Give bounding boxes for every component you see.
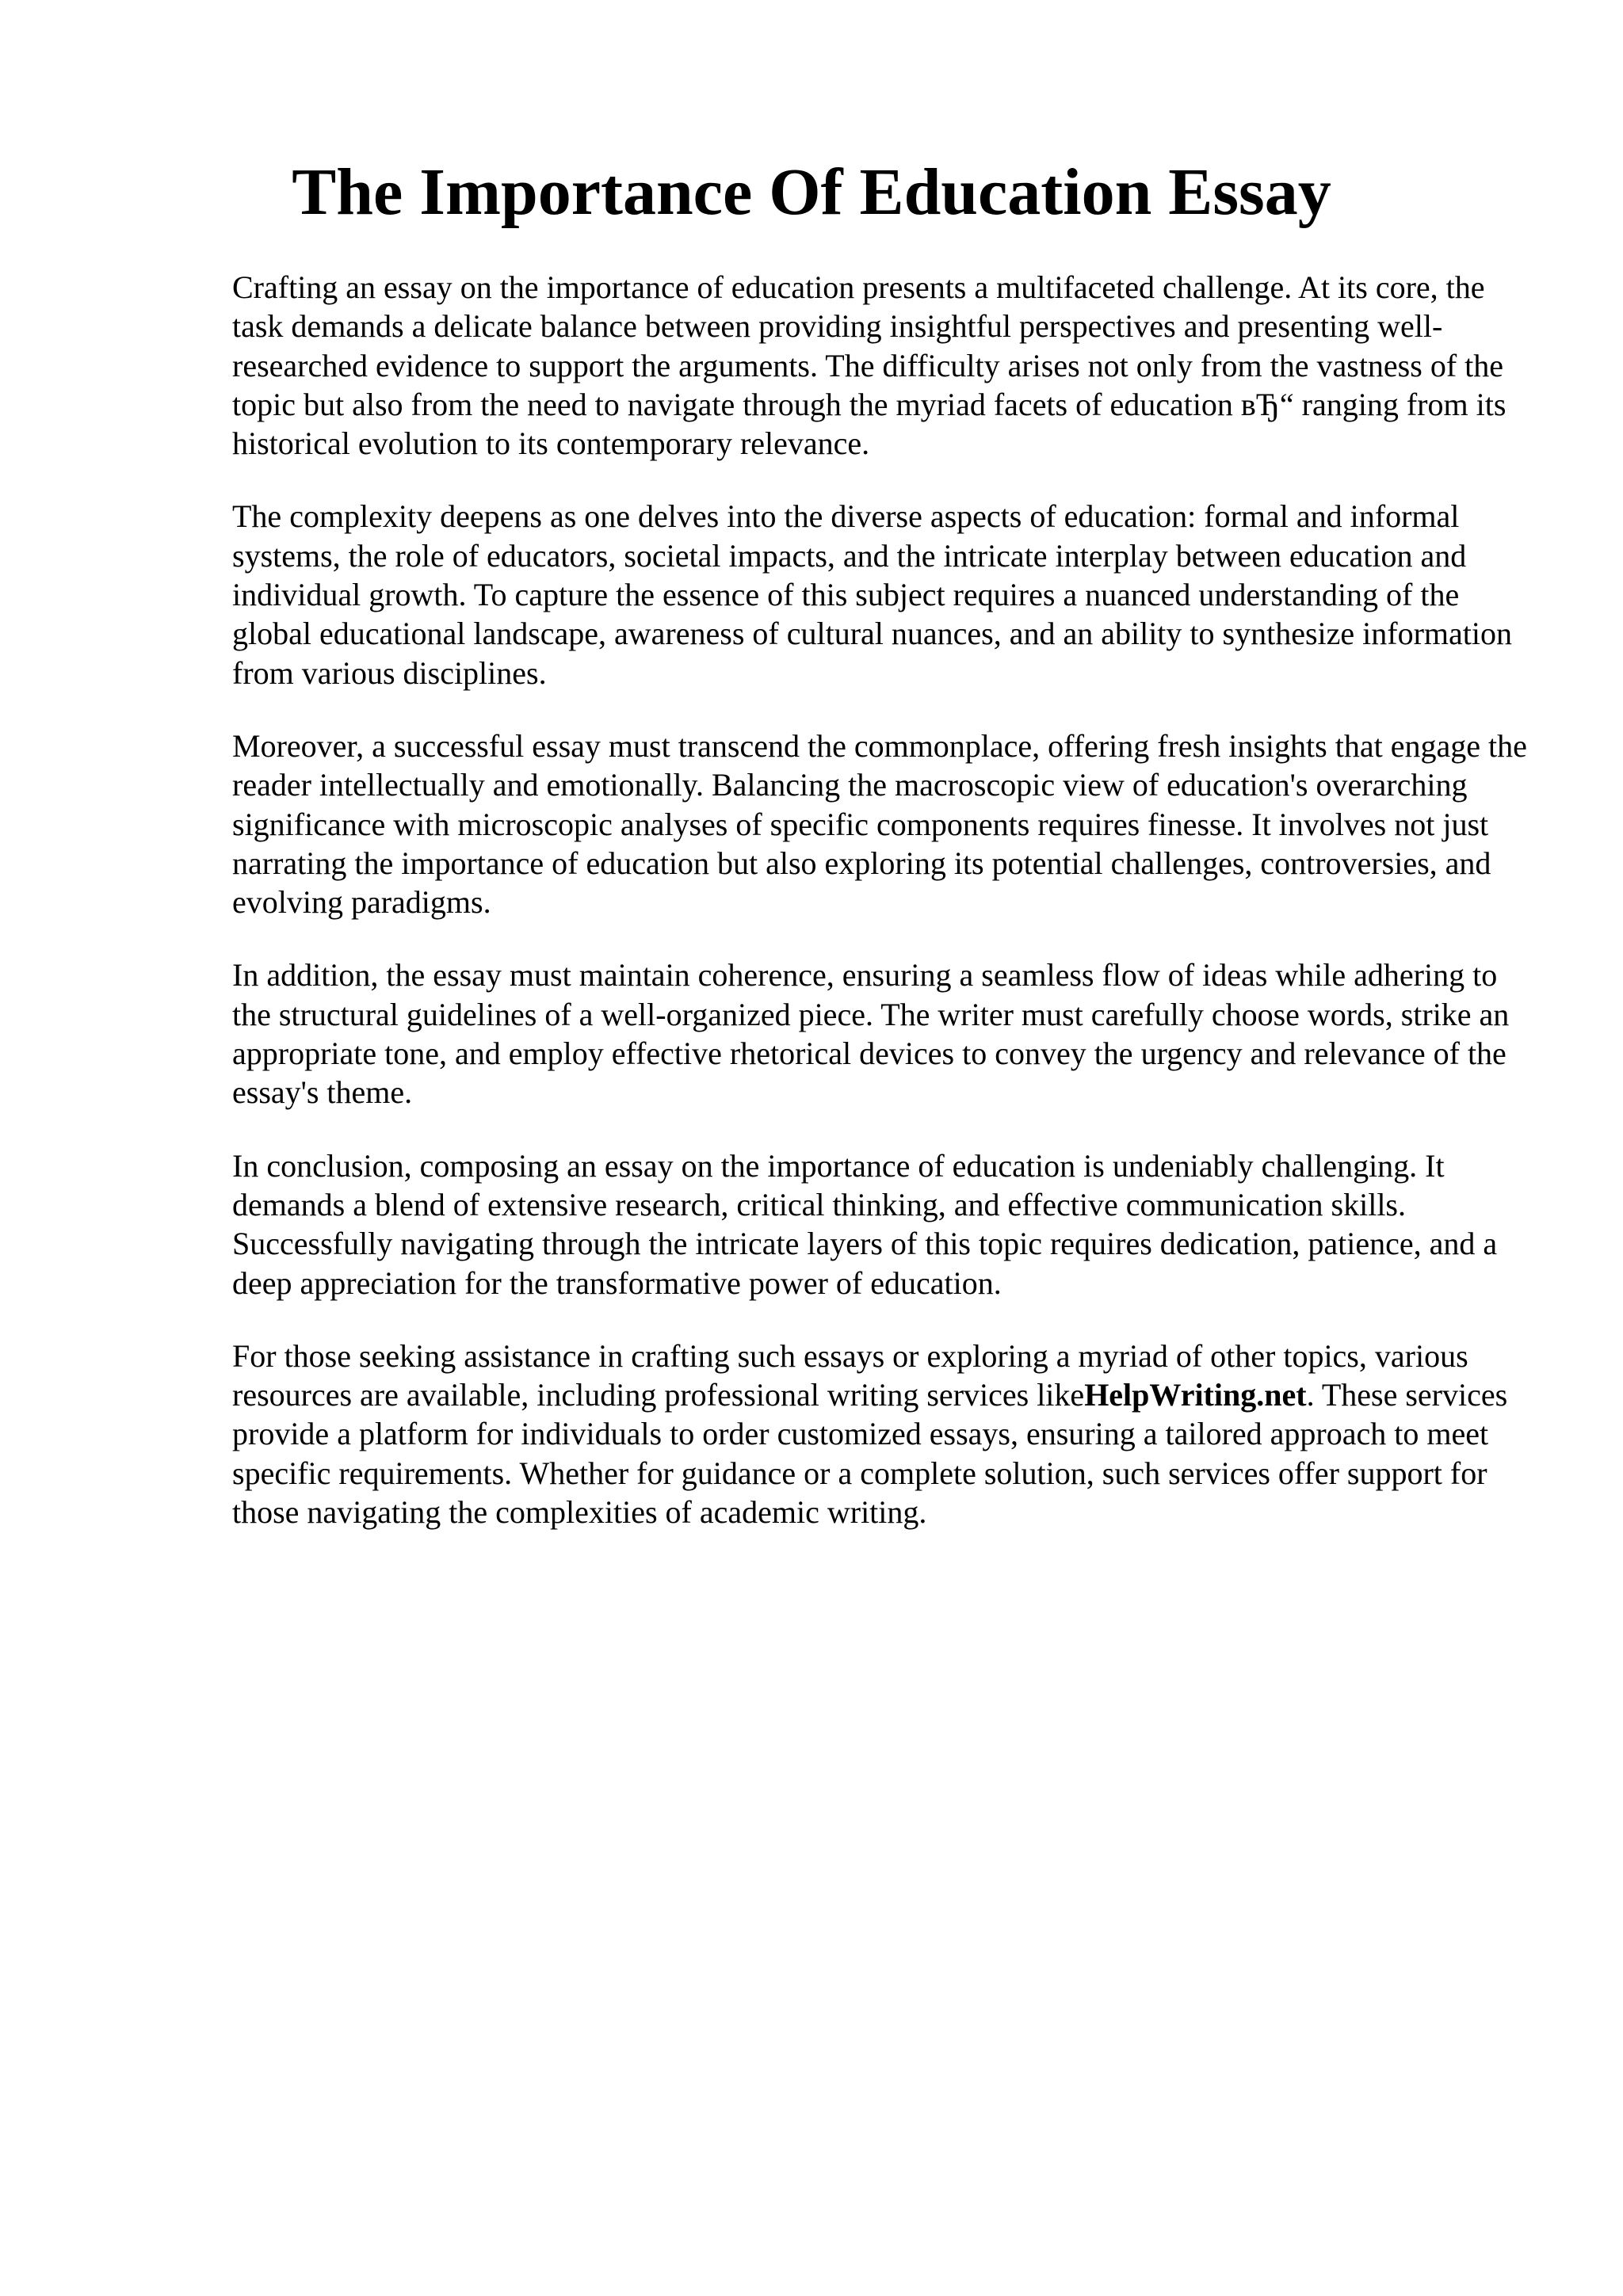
paragraph-3: Moreover, a successful essay must transcend the commonplace, offering fresh insights that engage the reader intellectually and emotionally. Balancing the macroscopic view of education's overarching significance with microscopic analyses of specific components requires finesse. It involves not just narrating the importance of education but also exploring its potential challenges, controversies, and evolving paradigms. [232,727,1527,921]
closing-text-before-link: For those seeking assistance in crafting such essays or exploring a myriad of other topics, various resources are available, including professional writing services like [232,1337,1468,1413]
helpwriting-link[interactable]: HelpWriting.net [1084,1377,1307,1413]
paragraph-1: Crafting an essay on the importance of education presents a multifaceted challenge. At its core, the task demands a delicate balance between providing insightful perspectives and presenting well-researched evidence to support the arguments. The difficulty arises not only from the vastness of the topic but also from the need to navigate through the myriad facets of education вЂ“ ranging from its historical evolution to its contemporary relevance. [232,269,1507,462]
closing-text-after-link: . These services provide a platform for individuals to order customized essays, ensuring a tailored approach to meet specific requirements. Whether for guidance or a complete solution, such services offer support for those navigating the complexities of academic writing. [232,1377,1508,1531]
paragraph-5: In conclusion, composing an essay on the importance of education is undeniably challenging. It demands a blend of extensive research, critical thinking, and effective communication skills. Successfully navigating through the intricate layers of this topic requires dedication, patience, and a deep appreciation for the transformative power of education. [232,1147,1498,1301]
essay-body [232,268,1532,1566]
paragraph-4: In addition, the essay must maintain coherence, ensuring a seamless flow of ideas while adhering to the structural guidelines of a well-organized piece. The writer must carefully choose words, strike an appropriate tone, and employ effective rhetorical devices to convey the urgency and relevance of the essay's theme. [232,957,1510,1111]
closing-paragraph [232,1337,1532,1531]
paragraph-2: The complexity deepens as one delves into the diverse aspects of education: formal and informal systems, the role of educators, societal impacts, and the intricate interplay between education and individual growth. To capture the essence of this subject requires a nuanced understanding of the global educational landscape, awareness of cultural nuances, and an ability to synthesize information from various disciplines. [232,498,1512,691]
page-title: The Importance Of Education Essay [292,155,1331,229]
